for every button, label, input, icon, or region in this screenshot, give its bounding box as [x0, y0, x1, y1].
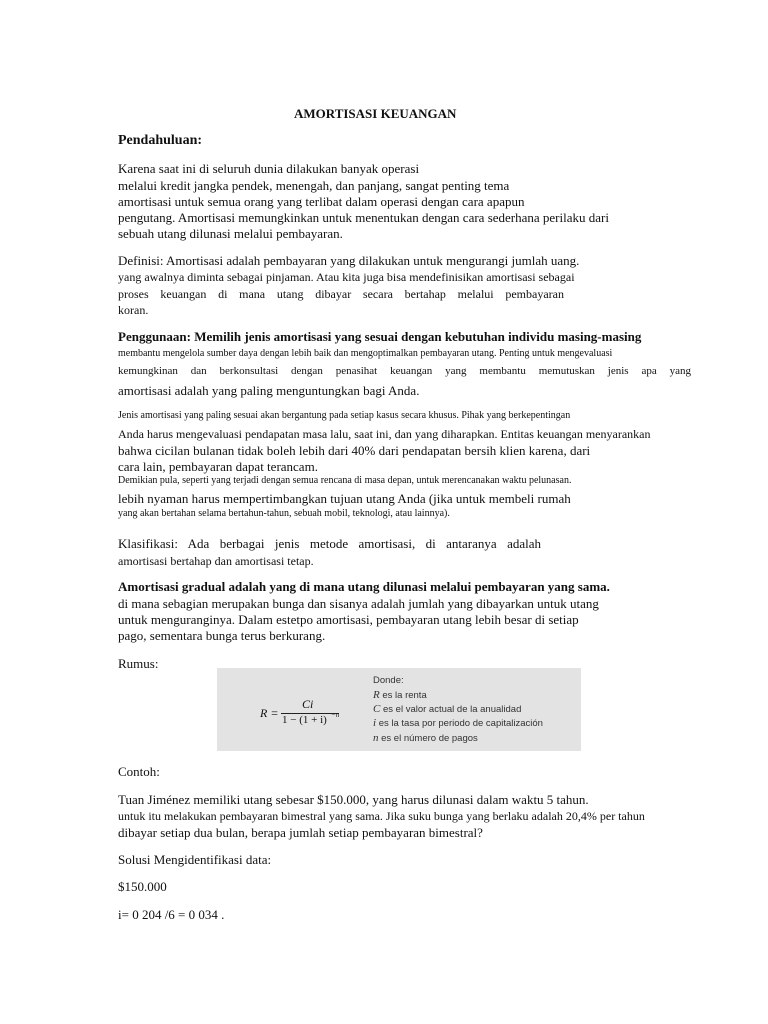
solution-rate: i= 0 204 /6 = 0 034 . [118, 907, 225, 922]
formula-def-symbol: n [373, 732, 379, 744]
choice-line: Demikian pula, seperti yang terjadi dengan semua rencana di masa depan, untuk merencanakan waktu pelunasan. [118, 475, 572, 486]
choice-line: yang akan bertahan selama bertahun-tahun, sebuah mobil, teknologi, atau lainnya). [118, 508, 450, 519]
usage-line: membantu mengelola sumber daya dengan lebih baik dan mengoptimalkan pembayaran utang. Penting untuk mengevaluasi [118, 348, 613, 359]
classification-line: Klasifikasi: Ada berbagai jenis metode amortisasi, di antaranya adalah [118, 536, 541, 551]
classification-line: amortisasi bertahap dan amortisasi tetap. [118, 554, 314, 568]
formula-def-text: es el número de pagos [378, 733, 478, 744]
formula-def-row [373, 704, 521, 715]
choice-line: cara lain, pembayaran dapat terancam. [118, 459, 318, 474]
choice-line: Anda harus mengevaluasi pendapatan masa lalu, saat ini, dan yang diharapkan. Entitas keuangan menyarankan [118, 427, 651, 441]
solution-label: Solusi Mengidentifikasi data: [118, 852, 272, 867]
choice-line: bahwa cicilan bulanan tidak boleh lebih dari 40% dari pendapatan bersih klien karena, dari [118, 443, 591, 458]
formula-where-title: Donde: [373, 675, 404, 686]
formula-denominator: 1 − (1 + i) [282, 714, 327, 726]
formula-def-text: es el valor actual de la anualidad [380, 704, 522, 715]
solution-amount: $150.000 [118, 879, 167, 894]
formula-def-symbol: i [373, 717, 377, 729]
intro-heading: Pendahuluan: [118, 133, 203, 148]
gradual-line: di mana sebagian merupakan bunga dan sisanya adalah jumlah yang dibayarkan untuk utang [118, 596, 599, 611]
choice-line: lebih nyaman harus mempertimbangkan tujuan utang Anda (jika untuk membeli rumah [118, 491, 571, 506]
definition-line: yang awalnya diminta sebagai pinjaman. Atau kita juga bisa mendefinisikan amortisasi sebagai [118, 270, 575, 284]
gradual-heading: Amortisasi gradual adalah yang di mana utang dilunasi melalui pembayaran yang sama. [118, 579, 610, 594]
formula-def-symbol: R [373, 689, 380, 701]
usage-heading: Penggunaan: Memilih jenis amortisasi yang sesuai dengan kebutuhan individu masing-masing [118, 329, 642, 344]
usage-line: amortisasi adalah yang paling menguntungkan bagi Anda. [118, 383, 420, 398]
intro-line: sebuah utang dilunasi melalui pembayaran. [118, 226, 343, 241]
gradual-line: pago, sementara bunga terus berkurang. [118, 628, 326, 643]
formula-def-text: es la renta [379, 690, 427, 701]
formula-label: Rumus: [118, 656, 159, 671]
formula-numerator: Ci [302, 697, 314, 711]
formula-lhs: R = [260, 706, 279, 720]
intro-line: pengutang. Amortisasi memungkinkan untuk menentukan dengan cara sederhana perilaku dari [118, 210, 609, 225]
formula-def-text: es la tasa por periodo de capitalización [376, 718, 543, 729]
formula-exponent: −n [331, 711, 340, 719]
intro-line: Karena saat ini di seluruh dunia dilakukan banyak operasi [118, 161, 420, 176]
gradual-line: untuk menguranginya. Dalam estetpo amortisasi, pembayaran utang lebih besar di setiap [118, 612, 579, 627]
definition-line: proses keuangan di mana utang dibayar secara bertahap melalui pembayaran [118, 287, 564, 301]
choice-line: Jenis amortisasi yang paling sesuai akan bergantung pada setiap kasus secara khusus. Pihak yang berkepentingan [118, 410, 571, 421]
formula-def-symbol: C [373, 703, 381, 715]
formula-def-row [373, 690, 427, 701]
example-line: untuk itu melakukan pembayaran bimestral yang sama. Jika suku bunga yang berlaku adalah 20,4% per tahun [118, 809, 645, 823]
example-line: Tuan Jiménez memiliki utang sebesar $150.000, yang harus dilunasi dalam waktu 5 tahun. [118, 792, 589, 807]
definition-line: koran. [118, 303, 149, 317]
usage-line: kemungkinan dan berkonsultasi dengan penasihat keuangan yang membantu memutuskan jenis apa yang [118, 365, 691, 377]
intro-line: melalui kredit jangka pendek, menengah, dan panjang, sangat penting tema [118, 178, 510, 193]
example-line: dibayar setiap dua bulan, berapa jumlah setiap pembayaran bimestral? [118, 825, 483, 840]
formula-def-row [373, 733, 478, 744]
definition-line: Definisi: Amortisasi adalah pembayaran yang dilakukan untuk mengurangi jumlah uang. [118, 253, 580, 268]
example-label: Contoh: [118, 764, 160, 779]
intro-line: amortisasi untuk semua orang yang terlibat dalam operasi dengan cara apapun [118, 194, 525, 209]
formula-def-row [373, 718, 543, 729]
page-title: AMORTISASI KEUANGAN [294, 106, 457, 121]
